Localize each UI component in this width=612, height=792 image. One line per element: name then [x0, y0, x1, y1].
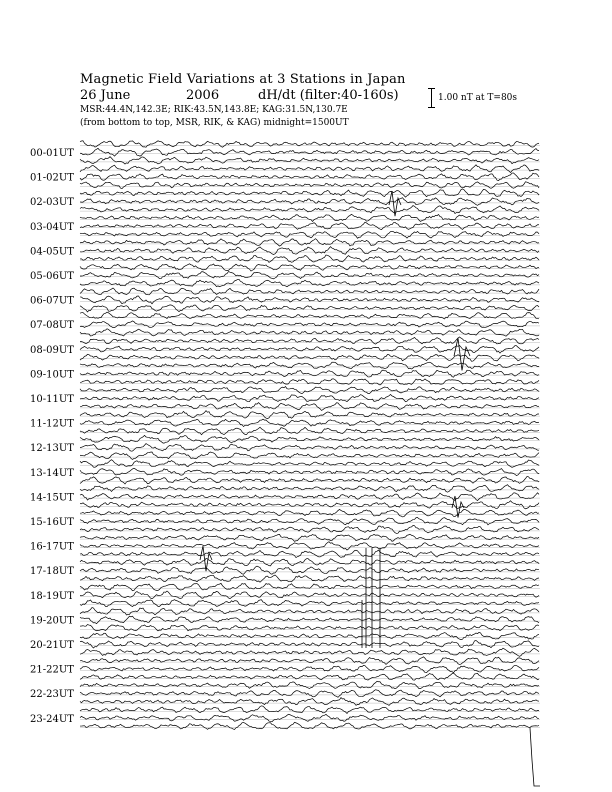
- station-trace: [80, 509, 539, 517]
- station-trace: [80, 542, 539, 550]
- station-trace: [80, 321, 539, 328]
- hour-label: 16-17UT: [30, 541, 74, 553]
- station-trace: [80, 468, 539, 475]
- station-trace: [80, 247, 539, 255]
- station-trace: [80, 288, 539, 295]
- hour-label: 22-23UT: [30, 689, 74, 701]
- hour-label: 08-09UT: [30, 344, 74, 356]
- station-trace: [80, 616, 539, 624]
- station-trace: [80, 501, 539, 509]
- hour-label: 04-05UT: [30, 246, 74, 258]
- station-trace: [80, 337, 539, 344]
- station-trace: [80, 379, 539, 385]
- station-trace: [80, 690, 539, 698]
- component-label: dH/dt (filter:40-160s): [258, 88, 399, 103]
- station-trace: [80, 272, 539, 279]
- station-trace: [80, 239, 539, 246]
- station-trace: [80, 558, 539, 565]
- date-label: 26 June: [80, 88, 131, 103]
- trace-drop: [530, 728, 540, 786]
- station-trace: [80, 608, 539, 615]
- station-trace: [80, 665, 539, 672]
- station-trace: [80, 427, 539, 435]
- station-trace: [80, 157, 539, 164]
- hour-label: 02-03UT: [30, 197, 74, 209]
- station-trace: [80, 698, 539, 706]
- station-trace: [80, 222, 539, 229]
- station-trace: [80, 444, 539, 452]
- hour-label: 05-06UT: [30, 271, 74, 282]
- station-trace: [80, 165, 539, 173]
- station-trace: [80, 493, 539, 501]
- hour-label: 09-10UT: [30, 369, 74, 381]
- scale-label: 1.00 nT at T=80s: [438, 93, 518, 103]
- station-trace: [80, 632, 539, 639]
- station-trace: [80, 550, 539, 558]
- chart-title: Magnetic Field Variations at 3 Stations in Japan: [80, 72, 406, 87]
- station-trace: [80, 566, 539, 574]
- hour-label: 07-08UT: [30, 320, 74, 332]
- station-trace: [80, 641, 539, 649]
- hour-label: 13-14UT: [30, 467, 74, 479]
- station-trace: [80, 657, 539, 665]
- hour-label: 11-12UT: [30, 418, 74, 430]
- hour-label: 19-20UT: [30, 615, 74, 627]
- hour-label: 06-07UT: [30, 295, 74, 307]
- station-trace: [80, 148, 539, 156]
- station-trace: [80, 370, 539, 377]
- station-trace: [80, 485, 539, 493]
- station-trace: [80, 411, 539, 419]
- station-trace: [80, 231, 539, 238]
- station-trace: [80, 141, 539, 148]
- station-trace: [80, 517, 539, 524]
- station-trace: [80, 419, 539, 426]
- year-label: 2006: [186, 88, 220, 103]
- hour-label: 18-19UT: [30, 590, 74, 602]
- station-trace: [80, 296, 539, 304]
- station-trace: [80, 452, 539, 459]
- station-trace: [80, 583, 539, 590]
- hour-label: 12-13UT: [30, 443, 74, 455]
- station-trace: [80, 189, 539, 197]
- station-trace: [80, 706, 539, 714]
- hour-label: 21-22UT: [30, 664, 74, 676]
- hour-label: 10-11UT: [30, 394, 74, 405]
- station-trace: [80, 264, 539, 271]
- station-trace: [80, 198, 539, 206]
- station-trace: [80, 206, 539, 214]
- hour-label: 14-15UT: [30, 492, 74, 504]
- station-trace: [80, 600, 539, 607]
- hour-label: 03-04UT: [30, 221, 74, 233]
- station-trace: [80, 714, 539, 722]
- station-trace: [80, 329, 539, 336]
- station-trace: [80, 648, 539, 656]
- hour-label: 17-18UT: [30, 566, 74, 578]
- station-trace: [80, 182, 539, 189]
- station-trace: [80, 460, 539, 468]
- station-trace: [80, 312, 539, 319]
- station-trace: [80, 526, 539, 534]
- station-trace: [80, 387, 539, 394]
- station-trace: [80, 173, 539, 181]
- station-trace: [80, 534, 539, 541]
- station-order-note: (from bottom to top, MSR, RIK, & KAG) midnight=1500UT: [80, 118, 349, 128]
- hour-label: 23-24UT: [30, 713, 74, 725]
- station-trace: [80, 435, 539, 443]
- station-trace: [80, 279, 539, 286]
- station-trace: [80, 403, 539, 411]
- hour-label: 20-21UT: [30, 640, 74, 651]
- station-trace: [80, 345, 539, 353]
- hour-label: 00-01UT: [30, 148, 74, 159]
- station-trace: [80, 255, 539, 262]
- station-trace: [80, 575, 539, 582]
- station-trace: [80, 476, 539, 483]
- station-coordinates: MSR:44.4N,142.3E; RIK:43.5N,143.8E; KAG:31.5N,130.7E: [80, 105, 348, 115]
- station-trace: [80, 394, 539, 401]
- station-trace: [80, 362, 539, 369]
- station-trace: [80, 722, 539, 729]
- station-trace: [80, 673, 539, 680]
- trace-event: [454, 338, 470, 370]
- station-trace: [80, 214, 539, 221]
- station-trace: [80, 591, 539, 599]
- hour-label: 01-02UT: [30, 172, 74, 184]
- station-trace: [80, 354, 539, 361]
- hour-label: 15-16UT: [30, 517, 74, 528]
- station-trace: [80, 625, 539, 631]
- station-trace: [80, 681, 539, 688]
- station-trace: [80, 305, 539, 312]
